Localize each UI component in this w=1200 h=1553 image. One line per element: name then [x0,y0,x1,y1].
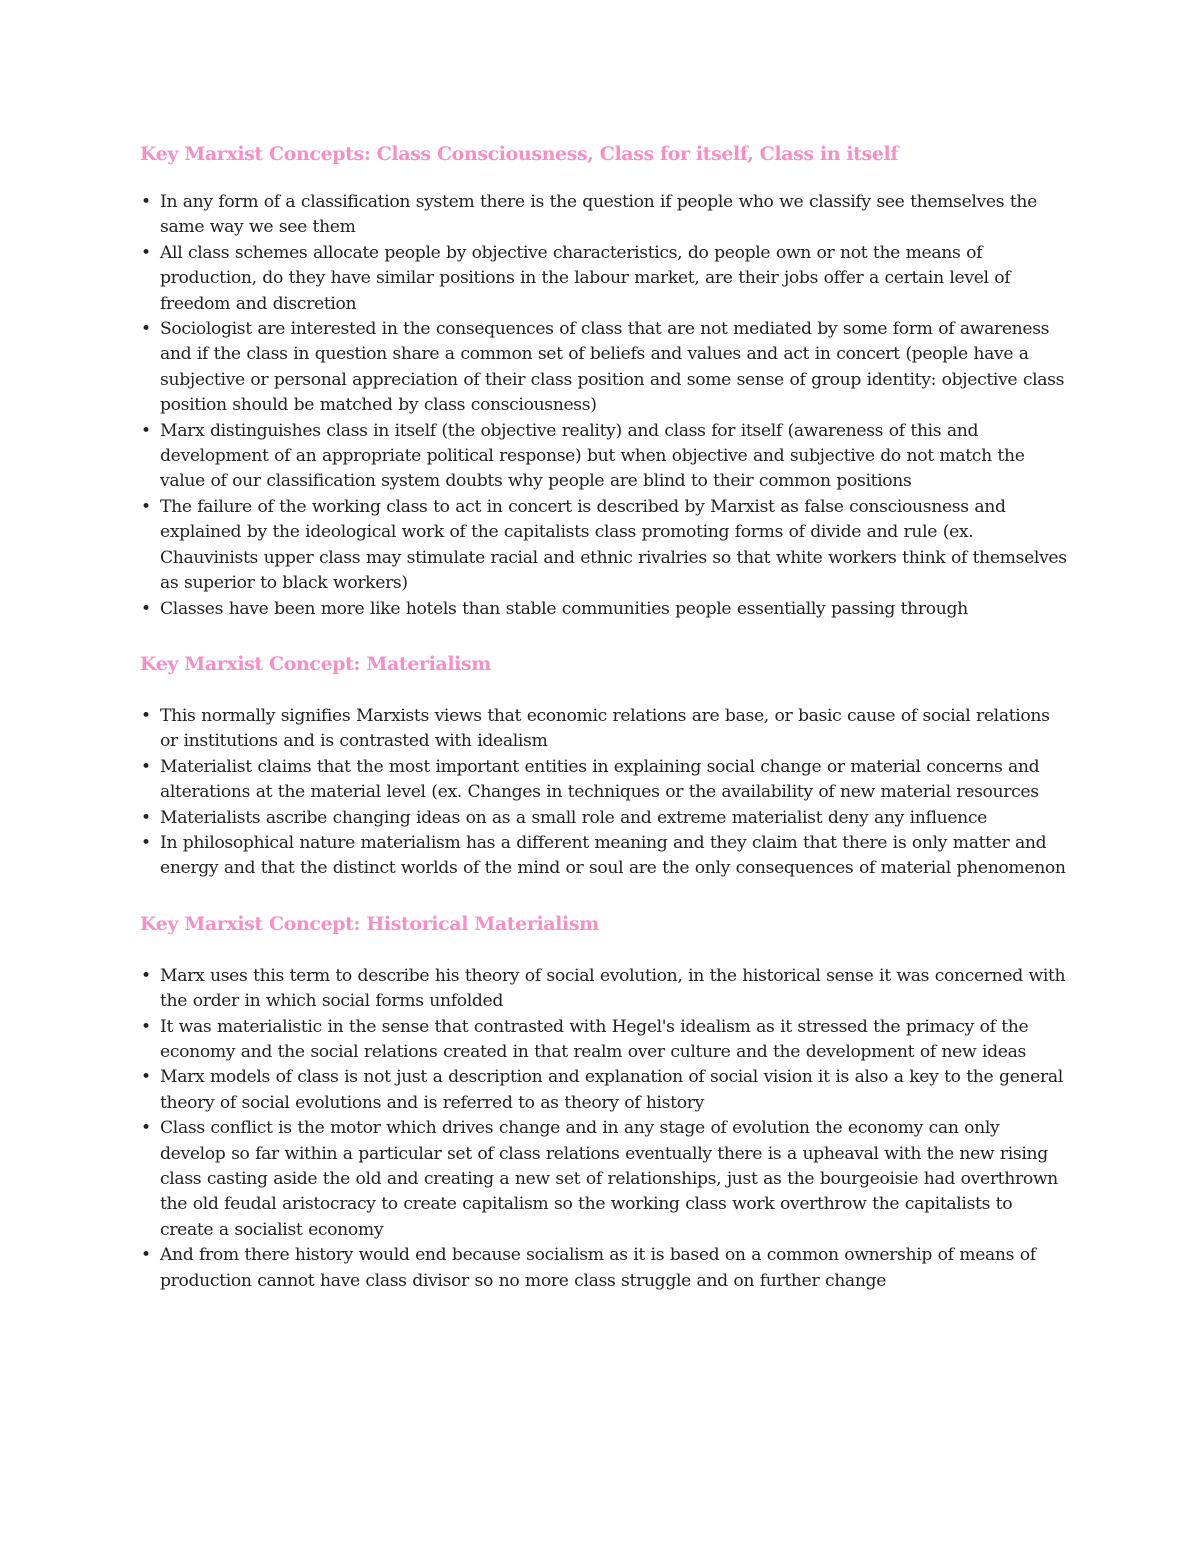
bullet-icon: • [141,192,151,212]
section-materialism [140,650,1070,882]
list-item: • Classes have been more like hotels than stable communities people essentially passing through [140,597,1070,622]
list-item: • Materialist claims that the most important entities in explaining social change or material concerns and alterations at the material level (ex. Changes in techniques or the availability of new material resources [141,756,1040,803]
bullet-icon: • [141,1016,151,1037]
list-item: • Class conflict is the motor which drives change and in any stage of evolution the economy can only develop so far within a particular set of class relations eventually there is a upheaval with the new rising class casting aside the old and creating a new set of relationships, just as the bourgeoisie had overthrown the old feudal aristocracy to create capitalism so the working class work overthrow the capitalists to create a socialist economy [141,1118,1058,1240]
bullet-icon: • [141,1067,151,1088]
section-heading: Key Marxist Concepts: Class Consciousness, Class for itself, Class in itself [140,143,899,165]
list-item: • The failure of the working class to act in concert is described by Marxist as false consciousness and explained by the ideological work of the capitalists class promoting forms of divide and rule (ex. Chauvinists upper class may stimulate racial and ethnic rivalries so that white workers think of themselves as superior to black workers) [141,496,1067,594]
list-item: • Materialists ascribe changing ideas on as a small role and extreme materialist deny any influence [140,806,1070,831]
bullet-icon: • [141,598,151,619]
list-item: • All class schemes allocate people by objective characteristics, do people own or not the means of production, do they have similar positions in the labour market, are their jobs offer a certain level of freedom and discretion [141,242,1011,314]
section-class-consciousness [140,140,1070,622]
list-item: • Marx uses this term to describe his theory of social evolution, in the historical sense it was concerned with the order in which social forms unfolded [141,965,1066,1012]
list-item: • Marx models of class is not just a description and explanation of social vision it is also a key to the general theory of social evolutions and is referred to as theory of history [141,1067,1063,1113]
document-page [140,140,1070,1294]
bullet-icon: • [141,756,151,777]
list-item: • In philosophical nature materialism has a different meaning and they claim that there is only matter and energy and that the distinct worlds of the mind or soul are the only consequences of material phenomenon [141,832,1066,879]
bullet-icon: • [141,1245,151,1266]
section-historical-materialism [140,910,1070,1294]
bullet-icon: • [141,1118,151,1139]
section-heading: Key Marxist Concept: Materialism [140,652,491,675]
bullet-icon: • [141,807,151,828]
bullet-icon: • [141,965,151,986]
list-item: • It was materialistic in the sense that contrasted with Hegel's idealism as it stressed the primacy of the economy and the social relations created in that realm over culture and the development of new ideas [141,1016,1029,1062]
bullet-icon: • [141,242,151,263]
bullet-list [140,704,1070,882]
list-item: • Sociologist are interested in the consequences of class that are not mediated by some form of awareness and if the class in question share a common set of beliefs and values and act in concert (people have a subjective or personal appreciation of their class position and some sense of group identity: objective class position should be matched by class consciousness) [141,319,1065,416]
bullet-list [140,964,1070,1294]
list-item: • Marx distinguishes class in itself (the objective reality) and class for itself (awareness of this and development of an appropriate political response) but when objective and subjective do not match the value of our classification system doubts why people are blind to their common positions [141,420,1025,492]
section-heading: Key Marxist Concept: Historical Materialism [140,912,599,935]
list-item: • And from there history would end because socialism as it is based on a common ownership of means of production cannot have class divisor so no more class struggle and on further change [141,1245,1036,1291]
list-item: • This normally signifies Marxists views that economic relations are base, or basic cause of social relations or institutions and is contrasted with idealism [141,705,1050,752]
bullet-icon: • [141,705,151,726]
bullet-icon: • [141,319,151,340]
bullet-list [140,190,1070,622]
bullet-icon: • [141,496,151,517]
bullet-icon: • [141,832,151,853]
bullet-icon: • [141,420,151,441]
list-item: • In any form of a classification system there is the question if people who we classify see themselves the same way we see them [141,192,1037,238]
